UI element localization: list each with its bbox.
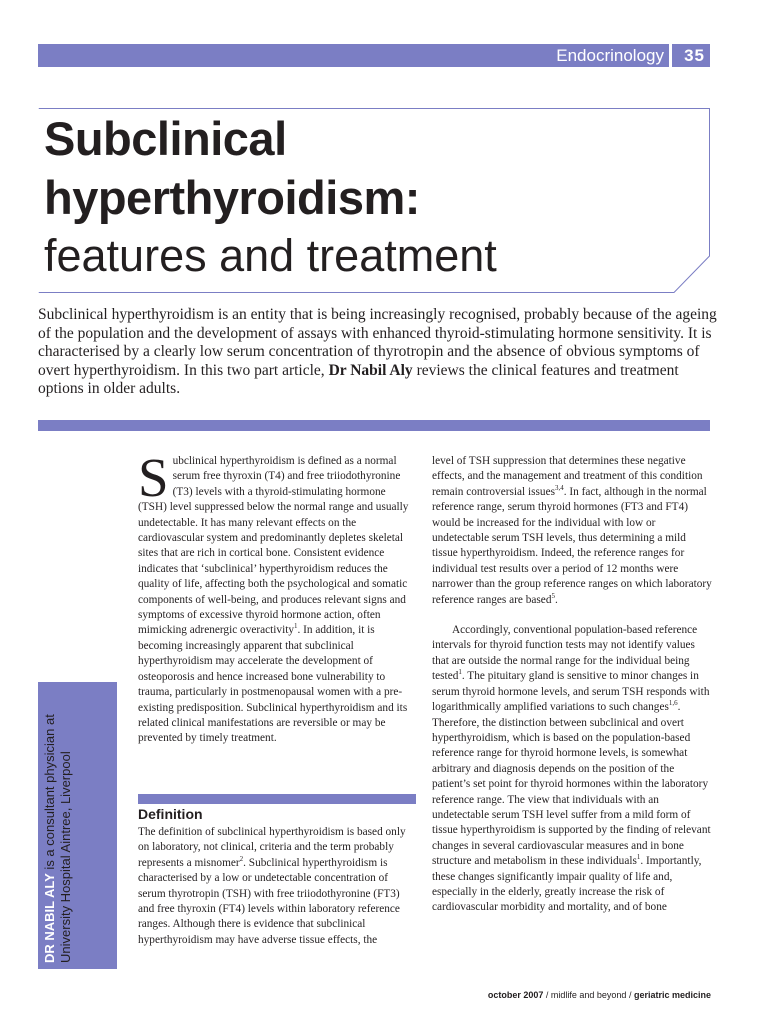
paragraph [432, 454, 714, 608]
page-number: 35 [684, 46, 705, 65]
reference-mark: 1 [636, 853, 641, 862]
footer-separator: / [626, 990, 634, 1000]
section-divider [38, 420, 710, 431]
paragraph-text: . Importantly, these changes significantly impair quality of life and, especially in the elderly, greatly increase the risk of cardiovascular morbidity and mortality, and of bone [432, 855, 702, 914]
intro-paragraph [138, 447, 416, 747]
author-sidebar [38, 682, 117, 969]
intro-text: ubclinical hyperthyroidism is defined as a normal serum free thyroxin (T4) and free triiodothyronine (T3) levels with a thyroid-stimulating hormone (TSH) level suppressed below the normal range and usually undetectable. It has many relevant effects on the cardiovascular system and predominantly depletes skeletal sites that are rich in cortical bone. Consistent evidence indicates that ‘subclinical’ hyperthyroidism reduces the quality of life, affecting both the psychological and somatic components of well-being, and produces relevant signs and symptoms of excessive thyroid hormone action, often mimicking adrenergic overactivity [138, 455, 409, 637]
reference-mark: 5 [551, 591, 555, 600]
section-name: Endocrinology [556, 46, 664, 65]
page-subtitle: features and treatment [44, 230, 497, 281]
drop-cap: S [138, 447, 169, 508]
definition-column [138, 825, 416, 948]
body-column-2 [432, 454, 714, 916]
reference-mark: 2 [239, 855, 244, 864]
paragraph-text: . Therefore, the distinction between subclinical and overt hyperthyroidism, which is based on the population-based reference range for thyroid hormone levels, is somewhat arbitrary and diagnosis depends on the position of the patient’s set point for thyroid hormones within the laboratory reference range. The view that individuals with an undetectable serum TSH level suffer from a mild form of tissue hyperthyroidism is supported by the finding of relevant changes in several cardiovascular measures and in bone structure and metabolism in these individuals [432, 701, 711, 868]
title-block [38, 108, 710, 293]
paragraph-text: . [554, 593, 558, 606]
journal-name: geriatric medicine [633, 990, 711, 1000]
paragraph-text: . In fact, although in the normal reference range, serum thyroid hormones (FT3 and FT4) would be increased for the individual with low or undetectable serum TSH levels, thus determining a mild tissue hyperthyroidism. Indeed, the reference ranges for individual test results over a period of 12 months were narrower than the group reference ranges on which laboratory reference ranges are based [432, 485, 712, 606]
standfirst-text-end: reviews the clinical features and treatment options in older adults. [38, 361, 679, 397]
issue-date: october 2007 [487, 990, 544, 1000]
definition-text-cont: . Subclinical hyperthyroidism is characterised by a low or undetectable concentration of serum thyrotropin (TSH) with free triiodothyronine (FT3) and free thyroxin (FT4) levels within laboratory reference ranges. Although there is evidence that subclinical hyperthyroidism may have adverse tissue effects, the [138, 856, 400, 946]
standfirst [38, 306, 718, 399]
paragraph [432, 623, 714, 916]
definition-bar [138, 794, 416, 804]
author-affiliation: is a consultant physician at University Hospital Aintree, Liverpool [42, 714, 73, 963]
paragraph-text: Accordingly, conventional population-based reference intervals for thyroid function tests may not identify values that are outside the normal range for the individual being tested [432, 624, 698, 683]
definition-text: The definition of subclinical hyperthyroidism is based only on laboratory, not clinical, criteria and the term probably represents a misnomer [138, 826, 406, 869]
page-footer [488, 990, 711, 1000]
footer-separator: / [543, 990, 551, 1000]
author-name: DR NABIL ALY [42, 873, 57, 963]
reference-mark: 3,4 [554, 484, 564, 493]
author-bio [42, 676, 121, 965]
paragraph-text: level of TSH suppression that determines these negative effects, and the management and treatment of this condition remain controversial issues [432, 455, 703, 498]
reference-mark: 1 [458, 668, 462, 677]
page-title: Subclinical [44, 112, 287, 165]
page-title-continued: hyperthyroidism: [44, 171, 420, 224]
standfirst-author: Dr Nabil Aly [328, 361, 413, 379]
definition-paragraph [138, 825, 416, 948]
body-column-1 [138, 447, 416, 747]
reference-mark: 1 [294, 622, 298, 631]
reference-mark: 1,6 [668, 699, 678, 708]
intro-text-cont: . In addition, it is becoming increasingly apparent that subclinical hyperthyroidism may accelerate the development of osteoporosis and hence increased bone vulnerability to trauma, particularly in postmenopausal women with a pre-existing predisposition. Subclinical hyperthyroidism and its related clinical manifestations are reversible or may be prevented by timely treatment. [138, 624, 408, 745]
standfirst-text: Subclinical hyperthyroidism is an entity that is being increasingly recognised, probably because of the ageing of the population and the development of assays with enhanced thyroid-stimulating hormone sensitivity. It is characterised by a clearly low serum concentration of thyrotropin and the absence of obvious symptoms of overt hyperthyroidism. In this two part article, [38, 306, 717, 379]
definition-heading: Definition [138, 806, 203, 822]
header-bar [38, 44, 710, 67]
supplement-name: midlife and beyond [550, 990, 627, 1000]
paragraph-text: . The pituitary gland is sensitive to minor changes in serum thyroid hormone levels, and serum TSH responds with logarithmically amplified variations to such changes [432, 670, 710, 714]
header-divider [669, 44, 672, 67]
